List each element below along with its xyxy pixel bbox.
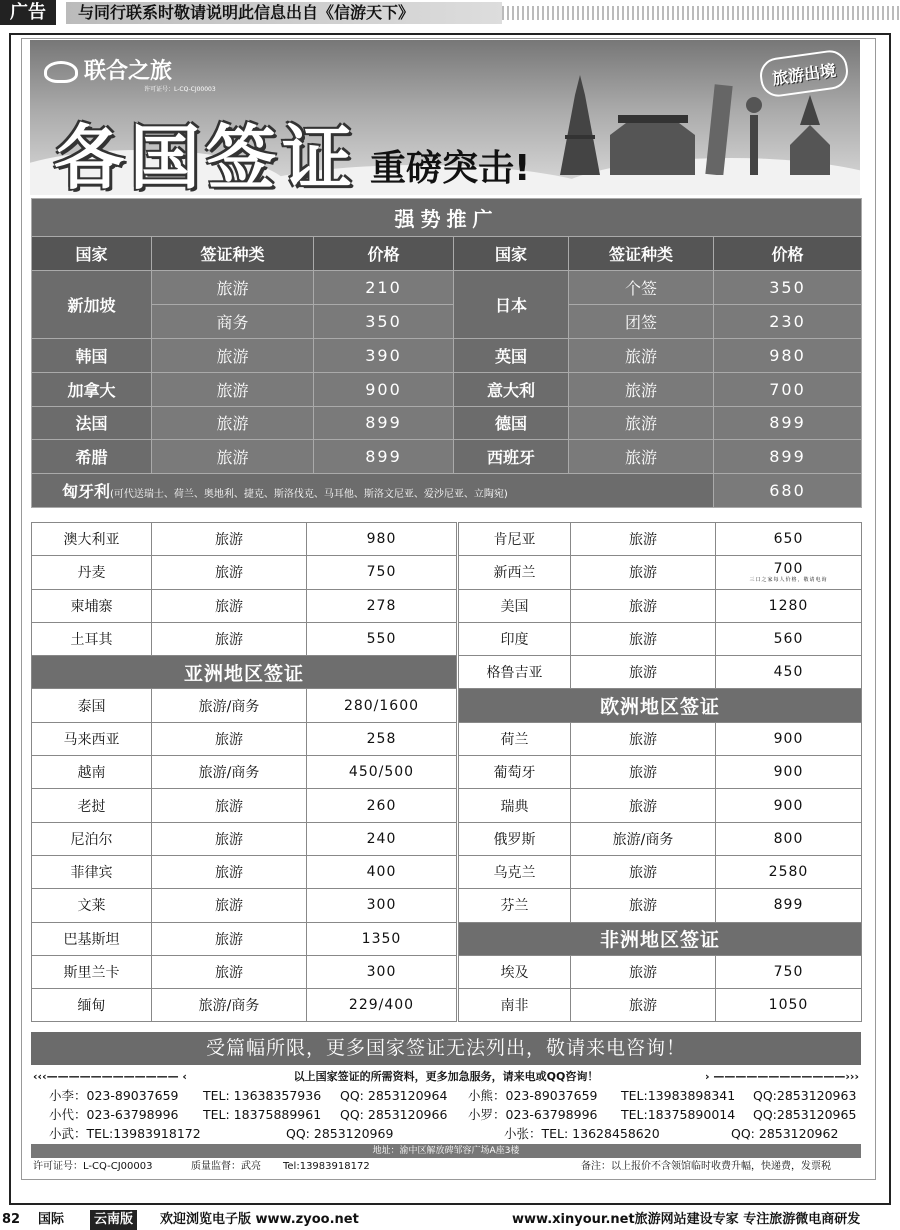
table-row xyxy=(32,271,862,305)
visa-type-cell: 旅游 xyxy=(152,523,307,556)
table-row xyxy=(459,955,862,988)
country-cell: 土耳其 xyxy=(32,622,152,655)
ad-tag: 广告 xyxy=(0,0,56,25)
price-cell: 680 xyxy=(714,474,862,508)
brand-mark-icon xyxy=(44,61,78,83)
table-row xyxy=(32,722,457,755)
browse-link[interactable]: 欢迎浏览电子版 www.zyoo.net xyxy=(160,1212,359,1227)
table-row xyxy=(32,474,862,508)
table-row xyxy=(32,689,457,722)
europe-section-title: 欧洲地区签证 xyxy=(459,689,862,722)
contact-qq: QQ:2853120963 xyxy=(753,1088,857,1103)
visa-type-cell: 个签 xyxy=(569,271,714,305)
visa-type-cell: 旅游 xyxy=(152,922,307,955)
brand-name: 联合之旅 xyxy=(84,59,173,84)
country-cell: 芬兰 xyxy=(459,889,571,922)
price-cell: 550 xyxy=(307,622,457,655)
visa-type-cell: 旅游 xyxy=(152,271,314,305)
visa-type-cell: 旅游/商务 xyxy=(152,689,307,722)
price-cell: 300 xyxy=(307,889,457,922)
table-row xyxy=(459,656,862,689)
country-cell: 加拿大 xyxy=(32,372,152,406)
country-cell: 埃及 xyxy=(459,955,571,988)
table-row xyxy=(459,889,862,922)
visa-type-cell: 旅游 xyxy=(571,556,716,589)
contact-name: 小代：023-63798996 xyxy=(49,1107,179,1122)
country-cell: 南非 xyxy=(459,989,571,1022)
price-value: 700 xyxy=(773,561,804,578)
country-cell: 新西兰 xyxy=(459,556,571,589)
country-cell: 文莱 xyxy=(32,889,152,922)
table-row xyxy=(32,440,862,474)
banner-subtitle: 重磅突击! xyxy=(370,148,531,189)
table-row xyxy=(32,523,457,556)
price-cell: 230 xyxy=(714,305,862,339)
contact-qq: QQ: 2853120964 xyxy=(340,1088,448,1103)
country-cell: 老挝 xyxy=(32,789,152,822)
col-header: 签证种类 xyxy=(152,237,314,271)
country-cell: 韩国 xyxy=(32,338,152,372)
col-header: 国家 xyxy=(32,237,152,271)
price-cell: 899 xyxy=(314,440,454,474)
price-cell: 980 xyxy=(714,338,862,372)
table-row xyxy=(32,556,457,589)
country-cell: 瑞典 xyxy=(459,789,571,822)
contact-name: 小张：TEL: 13628458620 xyxy=(504,1126,660,1141)
table-row xyxy=(459,756,862,789)
price-cell: 258 xyxy=(307,722,457,755)
price-cell: 800 xyxy=(716,822,862,855)
visa-type-cell: 旅游 xyxy=(571,955,716,988)
visa-type-cell: 旅游 xyxy=(571,622,716,655)
col-header: 签证种类 xyxy=(569,237,714,271)
country-cell: 格鲁吉亚 xyxy=(459,656,571,689)
visa-type-cell: 旅游 xyxy=(152,722,307,755)
price-cell: 400 xyxy=(307,855,457,888)
visa-type-cell: 团签 xyxy=(569,305,714,339)
price-cell: 350 xyxy=(714,271,862,305)
table-row xyxy=(32,406,862,440)
visa-type-cell: 旅游 xyxy=(152,855,307,888)
price-cell: 350 xyxy=(314,305,454,339)
table-row xyxy=(32,889,457,922)
table-row xyxy=(459,722,862,755)
banner-stamp: 旅游出境 xyxy=(758,48,851,99)
table-row xyxy=(32,372,862,406)
banner-title: 各国签证 xyxy=(54,117,358,195)
price-cell: 899 xyxy=(714,440,862,474)
price-cell: 210 xyxy=(314,271,454,305)
quality-supervisor: 质量监督：武亮 xyxy=(191,1161,261,1172)
price-cell xyxy=(716,556,862,589)
country-cell: 越南 xyxy=(32,756,152,789)
visa-type-cell: 旅游 xyxy=(571,589,716,622)
country-cell: 缅甸 xyxy=(32,989,152,1022)
visa-type-cell: 旅游 xyxy=(152,406,314,440)
country-name: 匈牙利 xyxy=(62,482,111,502)
table-row xyxy=(459,622,862,655)
visa-type-cell: 旅游 xyxy=(152,589,307,622)
edition-badge: 云南版 xyxy=(90,1210,137,1230)
contact-qq: QQ:2853120965 xyxy=(753,1107,857,1122)
price-cell: 750 xyxy=(716,955,862,988)
ad-notice: 与同行联系时敬请说明此信息出自《信游天下》 xyxy=(66,2,502,24)
price-cell: 560 xyxy=(716,622,862,655)
price-cell: 280/1600 xyxy=(307,689,457,722)
price-cell: 240 xyxy=(307,822,457,855)
table-row xyxy=(32,822,457,855)
contact-tel: TEL:18375890014 xyxy=(621,1107,736,1122)
table-row xyxy=(32,789,457,822)
country-cell: 美国 xyxy=(459,589,571,622)
contact-headline xyxy=(31,1068,861,1086)
table-row xyxy=(32,305,862,339)
page-footer xyxy=(0,1210,900,1230)
price-cell: 700 xyxy=(714,372,862,406)
country-cell: 德国 xyxy=(454,406,569,440)
table-row xyxy=(459,989,862,1022)
country-cell: 肯尼亚 xyxy=(459,523,571,556)
contact-tel: TEL: 18375889961 xyxy=(203,1107,322,1122)
arrow-right-icon: › ————————————››› xyxy=(705,1070,859,1083)
country-cell: 尼泊尔 xyxy=(32,822,152,855)
table-row xyxy=(32,756,457,789)
table-row xyxy=(459,589,862,622)
visa-type-cell: 旅游 xyxy=(152,372,314,406)
visa-type-cell: 旅游 xyxy=(571,789,716,822)
contact-name: 小罗：023-63798996 xyxy=(468,1107,598,1122)
price-cell: 1050 xyxy=(716,989,862,1022)
contact-name: 小李：023-89037659 xyxy=(49,1088,179,1103)
visa-type-cell: 旅游 xyxy=(571,889,716,922)
table-row xyxy=(32,589,457,622)
right-visa-list xyxy=(458,522,862,1022)
price-cell: 278 xyxy=(307,589,457,622)
supervisor-tel: Tel:13983918172 xyxy=(283,1161,370,1172)
visa-type-cell: 旅游 xyxy=(571,523,716,556)
table-row xyxy=(459,556,862,589)
hungary-cell xyxy=(32,474,714,508)
visa-type-cell: 旅游 xyxy=(152,556,307,589)
section-name: 国际 xyxy=(38,1212,65,1227)
contact-name: 小武：TEL:13983918172 xyxy=(49,1126,201,1141)
price-cell: 980 xyxy=(307,523,457,556)
table-row xyxy=(32,922,457,955)
table-row xyxy=(32,855,457,888)
promo-title: 强势推广 xyxy=(32,199,862,237)
promo-header-row xyxy=(32,237,862,271)
visa-type-cell: 旅游 xyxy=(571,855,716,888)
hungary-note: (可代送瑞士、荷兰、奥地利、捷克、斯洛伐克、马耳他、斯洛文尼亚、爱沙尼亚、立陶宛) xyxy=(110,489,508,501)
country-cell: 日本 xyxy=(454,271,569,339)
visa-type-cell: 旅游 xyxy=(571,656,716,689)
country-cell: 澳大利亚 xyxy=(32,523,152,556)
contact-headline-text: 以上国家签证的所需资料，更多加急服务，请来电或QQ咨询！ xyxy=(293,1070,599,1083)
asia-section-title: 亚洲地区签证 xyxy=(32,656,457,689)
visa-type-cell: 旅游 xyxy=(569,440,714,474)
visa-type-cell: 旅游 xyxy=(152,622,307,655)
visa-type-cell: 旅游 xyxy=(152,338,314,372)
visa-type-cell: 旅游 xyxy=(152,822,307,855)
visa-type-cell: 旅游 xyxy=(569,372,714,406)
africa-section-title: 非洲地区签证 xyxy=(459,922,862,955)
price-cell: 450 xyxy=(716,656,862,689)
price-cell: 300 xyxy=(307,955,457,988)
visa-type-cell: 旅游 xyxy=(152,955,307,988)
price-remark: 备注：以上报价不含领馆临时收费升幅，快递费，发票税 xyxy=(581,1161,831,1172)
price-cell: 899 xyxy=(314,406,454,440)
country-cell: 菲律宾 xyxy=(32,855,152,888)
price-cell: 900 xyxy=(716,789,862,822)
hero-banner xyxy=(30,40,860,195)
price-cell: 900 xyxy=(314,372,454,406)
visa-type-cell: 旅游/商务 xyxy=(152,989,307,1022)
country-cell: 荷兰 xyxy=(459,722,571,755)
contact-row xyxy=(31,1105,861,1124)
visa-type-cell: 旅游 xyxy=(152,889,307,922)
country-cell: 印度 xyxy=(459,622,571,655)
visa-type-cell: 商务 xyxy=(152,305,314,339)
table-row xyxy=(459,523,862,556)
brand-logo xyxy=(44,54,216,93)
country-cell: 葡萄牙 xyxy=(459,756,571,789)
contact-name: 小熊：023-89037659 xyxy=(468,1088,598,1103)
contact-tel: TEL:13983898341 xyxy=(621,1088,736,1103)
country-cell: 泰国 xyxy=(32,689,152,722)
license-number: 许可证号：L-CQ-CJ00003 xyxy=(33,1161,153,1172)
contact-row xyxy=(31,1124,861,1143)
table-row xyxy=(32,622,457,655)
contact-qq: QQ: 2853120962 xyxy=(731,1126,839,1141)
arrow-left-icon: ‹‹‹———————————— ‹ xyxy=(33,1070,187,1083)
contact-info xyxy=(31,1068,861,1143)
country-cell: 巴基斯坦 xyxy=(32,922,152,955)
price-cell: 650 xyxy=(716,523,862,556)
price-cell: 899 xyxy=(716,889,862,922)
country-cell: 丹麦 xyxy=(32,556,152,589)
license-footer xyxy=(31,1159,861,1175)
country-cell: 法国 xyxy=(32,406,152,440)
page-number: 82 xyxy=(2,1212,21,1227)
price-cell: 260 xyxy=(307,789,457,822)
country-cell: 斯里兰卡 xyxy=(32,955,152,988)
price-cell: 900 xyxy=(716,722,862,755)
country-cell: 乌克兰 xyxy=(459,855,571,888)
table-row xyxy=(32,955,457,988)
price-cell: 899 xyxy=(714,406,862,440)
visa-type-cell: 旅游 xyxy=(571,756,716,789)
country-cell: 俄罗斯 xyxy=(459,822,571,855)
visa-type-cell: 旅游 xyxy=(569,338,714,372)
country-cell: 马来西亚 xyxy=(32,722,152,755)
price-cell: 390 xyxy=(314,338,454,372)
table-row xyxy=(459,855,862,888)
price-cell: 1350 xyxy=(307,922,457,955)
promo-table xyxy=(31,198,862,508)
visa-type-cell: 旅游/商务 xyxy=(571,822,716,855)
price-cell: 1280 xyxy=(716,589,862,622)
col-header: 国家 xyxy=(454,237,569,271)
price-cell: 750 xyxy=(307,556,457,589)
col-header: 价格 xyxy=(314,237,454,271)
contact-qq: QQ: 2853120966 xyxy=(340,1107,448,1122)
left-visa-list xyxy=(31,522,457,1022)
contact-qq: QQ: 2853120969 xyxy=(286,1126,394,1141)
price-cell: 900 xyxy=(716,756,862,789)
visa-type-cell: 旅游/商务 xyxy=(152,756,307,789)
visa-type-cell: 旅游 xyxy=(571,722,716,755)
website-link[interactable]: www.xinyour.net旅游网站建设专家 专注旅游微电商研发 xyxy=(512,1212,861,1227)
top-ad-bar xyxy=(0,0,900,26)
country-cell: 希腊 xyxy=(32,440,152,474)
contact-tel: TEL: 13638357936 xyxy=(203,1088,322,1103)
price-note: 三口之家每人价格，敬请电询 xyxy=(749,577,828,584)
country-cell: 英国 xyxy=(454,338,569,372)
table-row xyxy=(32,989,457,1022)
table-row xyxy=(32,338,862,372)
table-row xyxy=(459,789,862,822)
country-cell: 新加坡 xyxy=(32,271,152,339)
price-cell: 2580 xyxy=(716,855,862,888)
banner-license: 许可证号：L-CQ-CJ00003 xyxy=(144,86,216,93)
more-countries-banner: 受篇幅所限，更多国家签证无法列出，敬请来电咨询！ xyxy=(31,1032,861,1065)
country-cell: 意大利 xyxy=(454,372,569,406)
decorative-strip xyxy=(502,6,900,20)
table-row xyxy=(459,822,862,855)
price-cell: 450/500 xyxy=(307,756,457,789)
visa-type-cell: 旅游 xyxy=(571,989,716,1022)
country-cell: 西班牙 xyxy=(454,440,569,474)
col-header: 价格 xyxy=(714,237,862,271)
visa-type-cell: 旅游 xyxy=(569,406,714,440)
address-bar: 地址：渝中区解放碑邹容广场A座3楼 xyxy=(31,1144,861,1158)
visa-type-cell: 旅游 xyxy=(152,789,307,822)
country-cell: 柬埔寨 xyxy=(32,589,152,622)
price-cell: 229/400 xyxy=(307,989,457,1022)
visa-type-cell: 旅游 xyxy=(152,440,314,474)
contact-row xyxy=(31,1086,861,1105)
